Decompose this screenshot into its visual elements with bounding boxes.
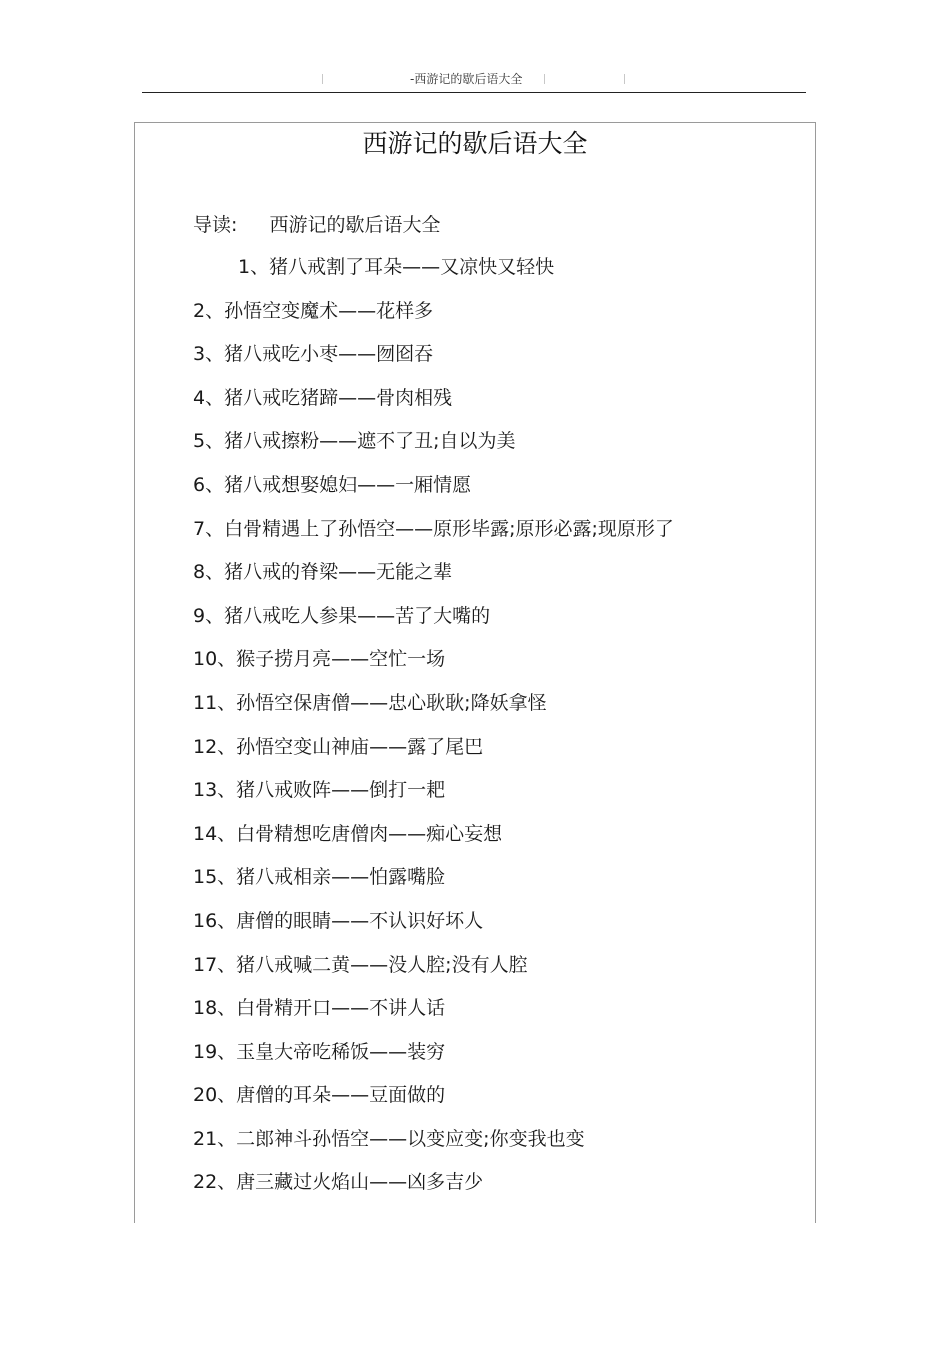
list-item: 8、猪八戒的脊梁——无能之辈 [193, 561, 453, 584]
list-item: 6、猪八戒想娶媳妇——一厢情愿 [193, 473, 472, 496]
list-item: 17、猪八戒喊二黄——没人腔;没有人腔 [193, 953, 528, 976]
list-item: 13、猪八戒败阵——倒打一耙 [193, 779, 446, 802]
list-item: 5、猪八戒擦粉——遮不了丑;自以为美 [193, 430, 516, 453]
list-item: 7、白骨精遇上了孙悟空——原形毕露;原形必露;现原形了 [193, 517, 674, 540]
intro-label: 导读: [193, 214, 238, 236]
intro-text: 西游记的歇后语大全 [269, 214, 441, 236]
list-item: 11、孙悟空保唐僧——忠心耿耿;降妖拿怪 [193, 691, 547, 714]
header-tick-mark [322, 74, 323, 84]
list-item: 19、玉皇大帝吃稀饭——装穷 [193, 1040, 446, 1063]
document-title: 西游记的歇后语大全 [362, 129, 588, 158]
list-item: 21、二郎神斗孙悟空——以变应变;你变我也变 [193, 1127, 585, 1150]
list-item: 12、孙悟空变山神庙——露了尾巴 [193, 735, 484, 758]
list-item: 18、白骨精开口——不讲人话 [193, 997, 446, 1020]
page-header [142, 66, 806, 93]
list-item: 16、唐僧的眼睛——不认识好坏人 [193, 909, 484, 932]
list-item: 14、白骨精想吃唐僧肉——痴心妄想 [193, 822, 503, 845]
list-item: 15、猪八戒相亲——怕露嘴脸 [193, 866, 446, 889]
list-item: 22、唐三藏过火焰山——凶多吉少 [193, 1171, 484, 1194]
list-item: 20、唐僧的耳朵——豆面做的 [193, 1084, 446, 1107]
intro-line [193, 210, 440, 237]
list-item: 1、猪八戒割了耳朵——又凉快又轻快 [238, 256, 555, 278]
list-item: 9、猪八戒吃人参果——苦了大嘴的 [193, 604, 491, 627]
header-tick-mark [624, 74, 625, 84]
list-item: 4、猪八戒吃猪蹄——骨肉相残 [193, 386, 453, 409]
header-tick-mark [544, 74, 545, 84]
list-item: 10、猴子捞月亮——空忙一场 [193, 648, 446, 671]
header-title: -西游记的歇后语大全 [410, 72, 523, 86]
list-item: 2、孙悟空变魔术——花样多 [193, 299, 434, 322]
list-item: 3、猪八戒吃小枣——囫囵吞 [193, 343, 434, 366]
idiom-list [193, 253, 674, 1212]
